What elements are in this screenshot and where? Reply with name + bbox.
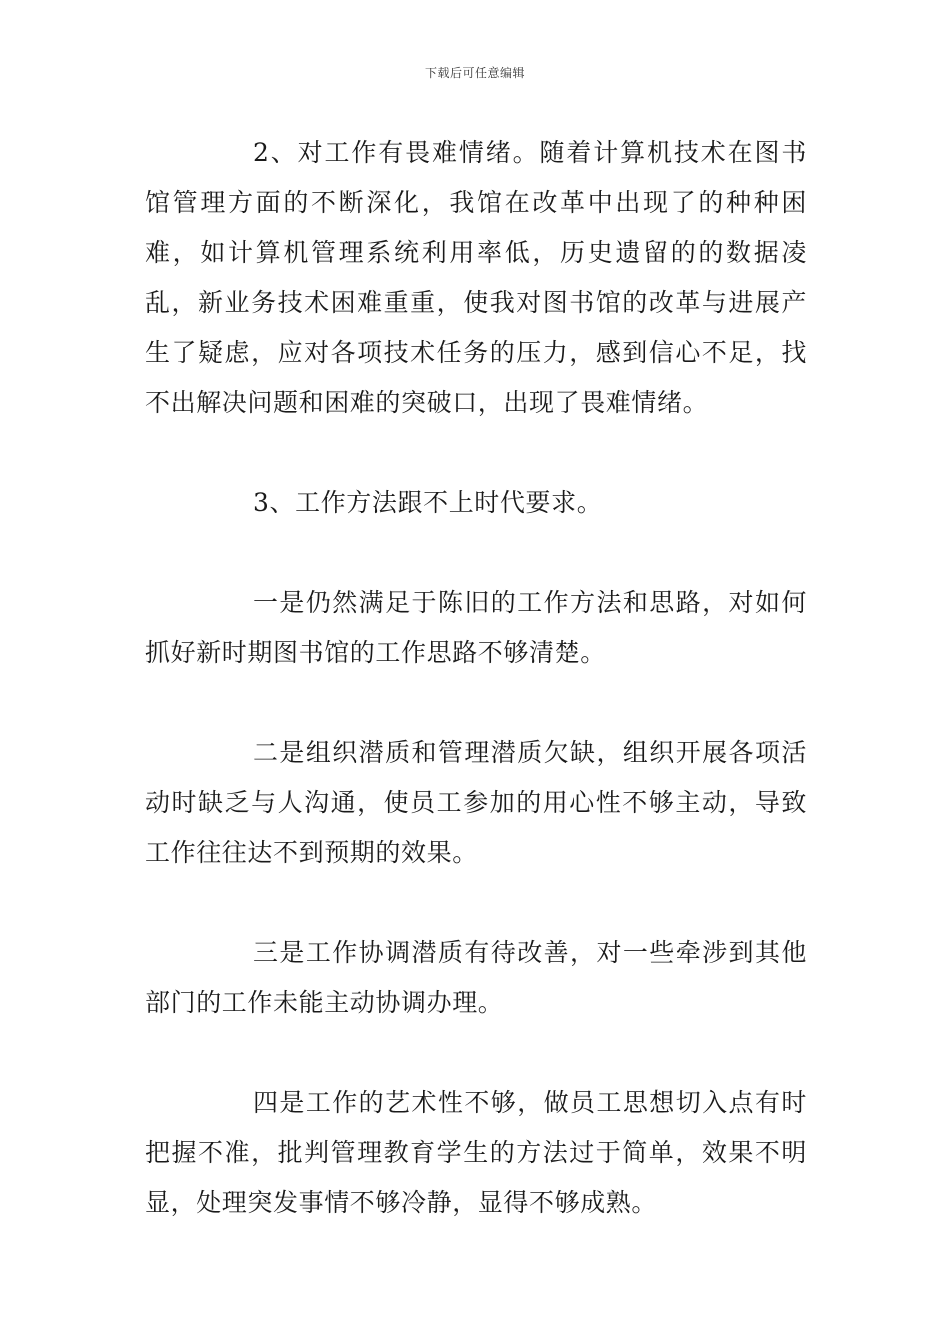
paragraph-methods-heading: 3、工作方法跟不上时代要求。 — [253, 488, 603, 517]
paragraph-point-four: 四是工作的艺术性不够，做员工思想切入点有时把握不准，批判管理教育学生的方法过于简单，效果不明显，处理突发事情不够冷静，显得不够成熟。 — [145, 1088, 807, 1217]
paragraph-gap — [145, 528, 807, 578]
paragraph-gap — [145, 878, 807, 928]
paragraph-point-three: 三是工作协调潜质有待改善，对一些牵涉到其他部门的工作未能主动协调办理。 — [145, 938, 807, 1017]
paragraph-gap — [145, 1028, 807, 1078]
page-header: 下载后可任意编辑 — [424, 66, 525, 80]
paragraph-fear-of-difficulty: 2、对工作有畏难情绪。随着计算机技术在图书馆管理方面的不断深化，我馆在改革中出现了的种种困难，如计算机管理系统利用率低，历史遗留的的数据凌乱，新业务技术困难重重，使我对图书馆的改革与进展产生了疑虑，应对各项技术任务的压力，感到信心不足，找不出解决问题和困难的突破口，出现了畏难情绪。 — [145, 138, 807, 417]
document-body — [145, 128, 807, 1228]
paragraph-gap — [145, 428, 807, 478]
paragraph-point-two: 二是组织潜质和管理潜质欠缺，组织开展各项活动时缺乏与人沟通，使员工参加的用心性不够主动，导致工作往往达不到预期的效果。 — [145, 738, 807, 867]
paragraph-gap — [145, 678, 807, 728]
paragraph-point-one: 一是仍然满足于陈旧的工作方法和思路，对如何抓好新时期图书馆的工作思路不够清楚。 — [145, 588, 807, 667]
